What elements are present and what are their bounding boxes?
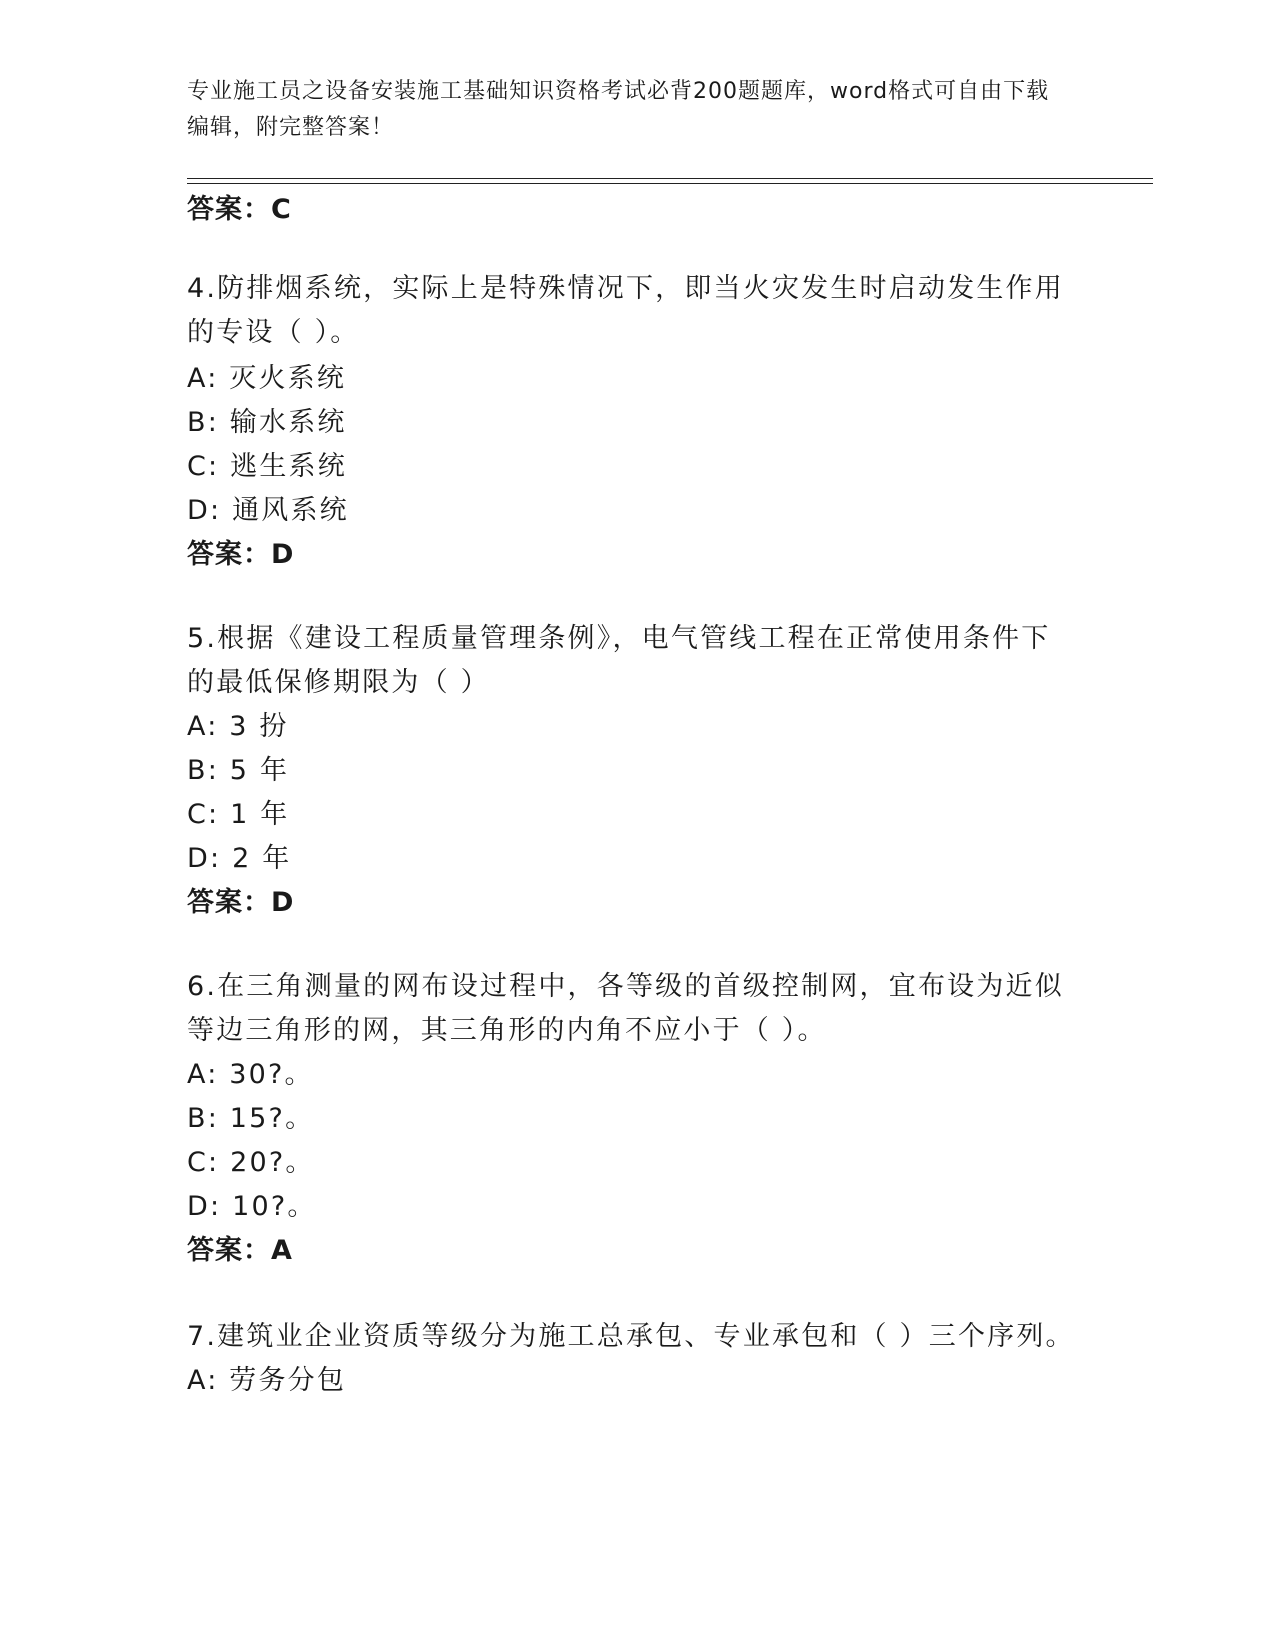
header-divider-bottom: [187, 183, 1153, 184]
question-4-option-d: D: 通风系统: [187, 495, 349, 526]
question-7-stem-line-1: 7.建筑业企业资质等级分为施工总承包、专业承包和（ ）三个序列。: [187, 1321, 1075, 1352]
document-header: 专业施工员之设备安装施工基础知识资格考试必背200题题库，word格式可自由下载编辑，附完整答案！: [187, 79, 1050, 140]
question-7-option-a: A: 劳务分包: [187, 1365, 347, 1396]
answer-previous: 答案：C: [187, 194, 292, 225]
question-6-stem-line-1: 6.在三角测量的网布设过程中，各等级的首级控制网，宜布设为近似: [187, 971, 1064, 1002]
question-4-option-a: A: 灭火系统: [187, 363, 347, 394]
question-6-option-c: C: 20?。: [187, 1147, 315, 1178]
question-5-option-a: A: 3 扮: [187, 711, 289, 742]
question-6-option-b: B: 15?。: [187, 1103, 315, 1134]
question-4-option-c: C: 逃生系统: [187, 451, 347, 482]
question-5-stem-line-2: 的最低保修期限为（ ）: [187, 667, 490, 698]
question-5-answer: 答案：D: [187, 887, 295, 918]
question-6-stem-line-2: 等边三角形的网，其三角形的内角不应小于（ ）。: [187, 1015, 827, 1046]
question-4-option-b: B: 输水系统: [187, 407, 347, 438]
header-divider-top: [187, 178, 1153, 179]
question-4-stem-line-2: 的专设（ ）。: [187, 317, 360, 348]
question-6-option-d: D: 10?。: [187, 1191, 317, 1222]
question-5-stem-line-1: 5.根据《建设工程质量管理条例》，电气管线工程在正常使用条件下: [187, 623, 1051, 654]
question-5-option-d: D: 2 年: [187, 843, 292, 874]
question-5-option-b: B: 5 年: [187, 755, 290, 786]
question-6-option-a: A: 30?。: [187, 1059, 314, 1090]
question-4-answer: 答案：D: [187, 539, 295, 570]
question-4-stem-line-1: 4.防排烟系统，实际上是特殊情况下，即当火灾发生时启动发生作用: [187, 273, 1064, 304]
question-5-option-c: C: 1 年: [187, 799, 290, 830]
question-6-answer: 答案：A: [187, 1235, 293, 1266]
